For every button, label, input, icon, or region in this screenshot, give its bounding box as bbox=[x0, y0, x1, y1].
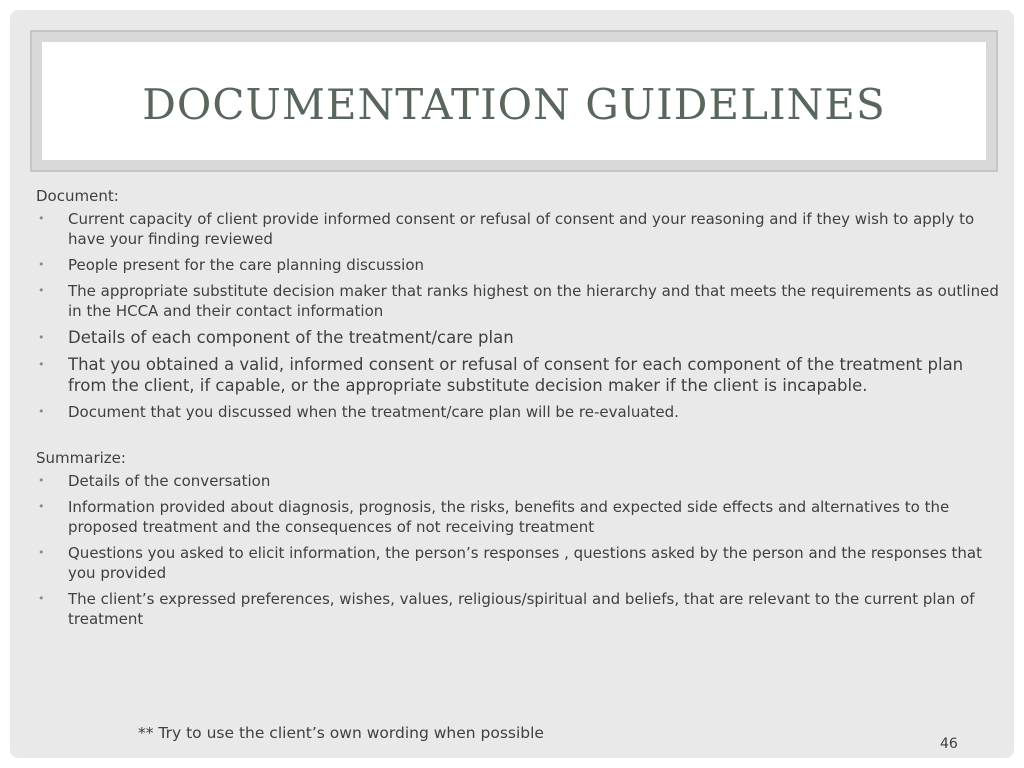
bullet-icon: • bbox=[38, 405, 45, 418]
list-item bbox=[36, 255, 1006, 275]
bullet-icon: • bbox=[38, 358, 45, 371]
document-heading: Document: bbox=[36, 187, 119, 205]
bullet-icon: • bbox=[38, 546, 45, 559]
list-item-text: Details of the conversation bbox=[68, 472, 271, 490]
list-item-text: Current capacity of client provide informed consent or refusal of consent and your reasoning and if they wish to apply to have your finding reviewed bbox=[68, 210, 975, 248]
bullet-icon: • bbox=[38, 258, 45, 271]
summarize-list bbox=[36, 471, 1006, 629]
list-item-text: Details of each component of the treatment/care plan bbox=[68, 328, 514, 347]
list-item bbox=[36, 497, 1006, 537]
list-item-text: The client’s expressed preferences, wishes, values, religious/spiritual and beliefs, that are relevant to the current plan of treatment bbox=[68, 590, 975, 628]
page-number: 46 bbox=[940, 736, 958, 752]
list-item-text: Questions you asked to elicit information, the person’s responses , questions asked by the person and the responses that you provided bbox=[68, 544, 982, 582]
list-item-text: That you obtained a valid, informed consent or refusal of consent for each component of the treatment plan from the client, if capable, or the appropriate substitute decision maker if the client is incapable. bbox=[68, 355, 964, 395]
list-item bbox=[36, 209, 1006, 249]
title-frame bbox=[30, 30, 998, 172]
section-gap bbox=[36, 428, 1006, 448]
list-item bbox=[36, 543, 1006, 583]
list-item-text: Document that you discussed when the treatment/care plan will be re-evaluated. bbox=[68, 403, 679, 421]
list-item bbox=[36, 589, 1006, 629]
list-item bbox=[36, 281, 1006, 321]
bullet-icon: • bbox=[38, 592, 45, 605]
bullet-icon: • bbox=[38, 284, 45, 297]
footnote: ** Try to use the client’s own wording when possible bbox=[138, 724, 544, 742]
list-item-text: The appropriate substitute decision maker that ranks highest on the hierarchy and that meets the requirements as outlined in the HCCA and their contact information bbox=[68, 282, 999, 320]
list-item bbox=[36, 471, 1006, 491]
bullet-icon: • bbox=[38, 474, 45, 487]
list-item-text: Information provided about diagnosis, prognosis, the risks, benefits and expected side effects and alternatives to the proposed treatment and the consequences of not receiving treatment bbox=[68, 498, 950, 536]
list-item-text: People present for the care planning discussion bbox=[68, 256, 425, 274]
list-item bbox=[36, 402, 1006, 422]
summarize-heading: Summarize: bbox=[36, 449, 126, 467]
bullet-icon: • bbox=[38, 212, 45, 225]
list-item bbox=[36, 327, 1006, 348]
list-item bbox=[36, 354, 1006, 396]
slide-content bbox=[36, 186, 1006, 635]
bullet-icon: • bbox=[38, 331, 45, 344]
title-box bbox=[42, 42, 986, 160]
slide-title: DOCUMENTATION GUIDELINES bbox=[142, 79, 886, 129]
document-list bbox=[36, 209, 1006, 422]
bullet-icon: • bbox=[38, 500, 45, 513]
slide bbox=[10, 10, 1014, 758]
